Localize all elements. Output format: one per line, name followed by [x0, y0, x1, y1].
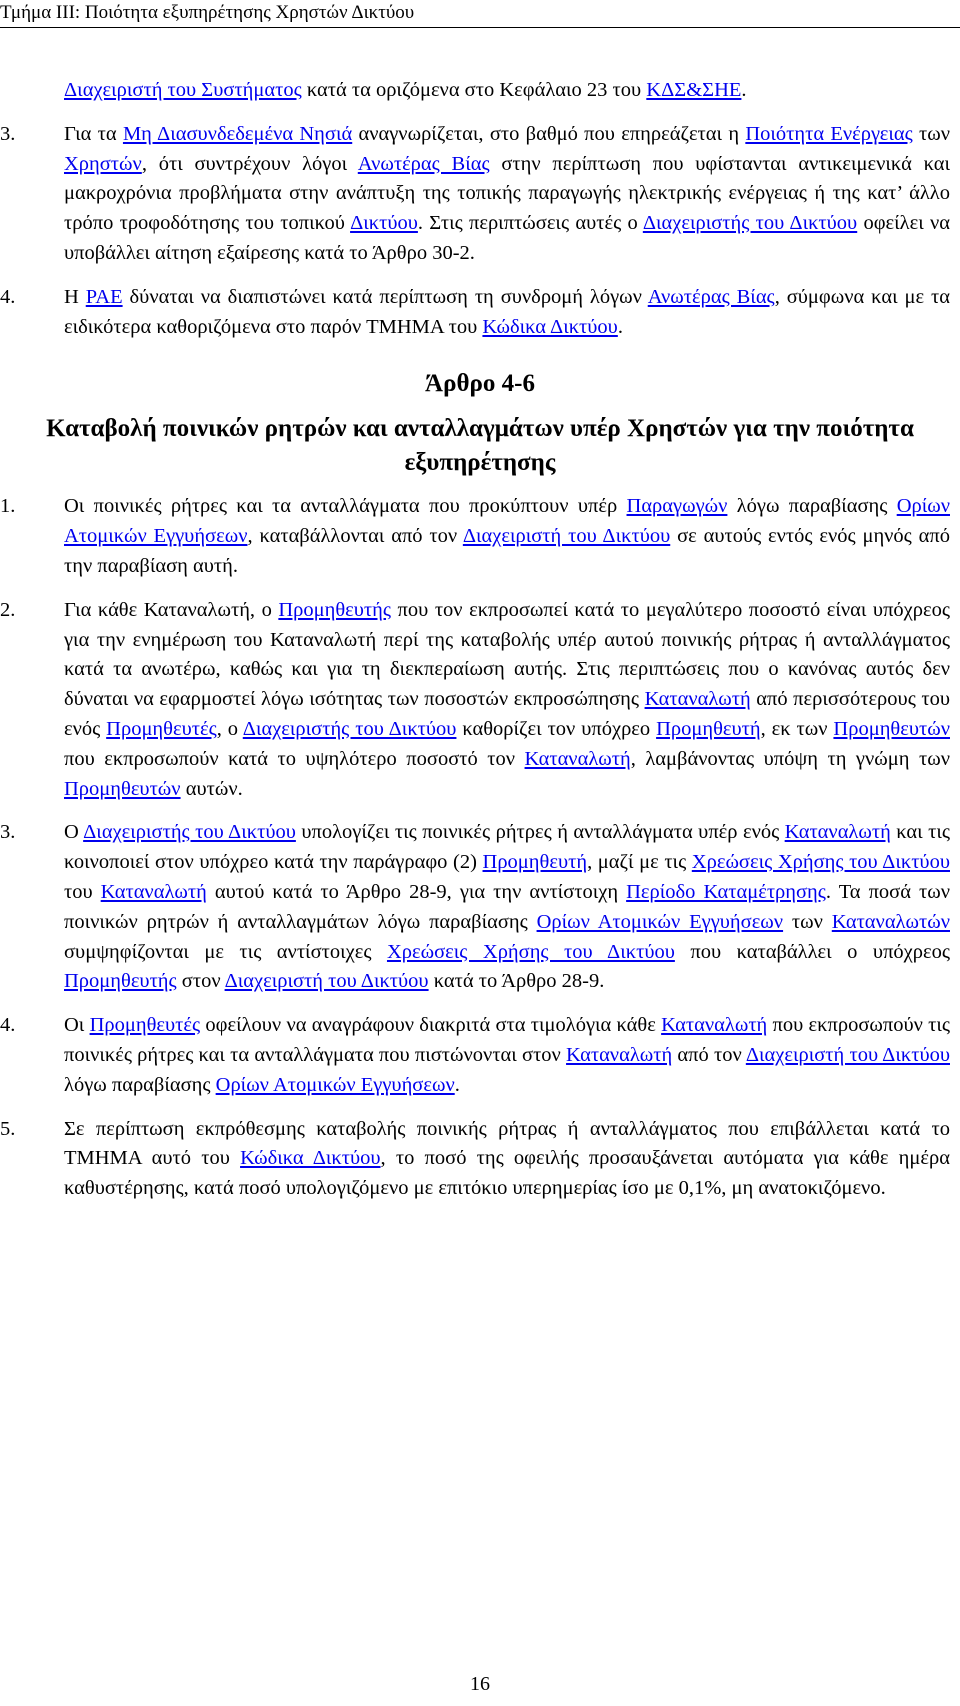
- link-metering-period[interactable]: Περίοδο Καταμέτρησης: [626, 880, 826, 903]
- link-suppliers[interactable]: Προμηθευτές: [89, 1014, 201, 1037]
- article-title: Άρθρο 4-6: [425, 370, 535, 398]
- link-network-operator[interactable]: Διαχειριστή του Δικτύου: [462, 525, 671, 548]
- article-paragraph-1: 1. Οι ποινικές ρήτρες και τα ανταλλάγματα που προκύπτουν υπέρ Παραγωγών λόγω παραβίασης Ορίων Ατομικών Εγγυήσεων, καταβάλλονται από τον Διαχειριστή του Δικτύου σε αυτούς εντός ενός μηνός από την παραβίαση αυτή.: [0, 492, 960, 581]
- link-suppliers[interactable]: Προμηθευτές: [106, 717, 217, 740]
- link-network-use-charges[interactable]: Χρεώσεις Χρήσης του Δικτύου: [386, 940, 675, 963]
- link-network-code[interactable]: Κώδικα Δικτύου: [240, 1147, 381, 1170]
- article-paragraph-3: 3. Ο Διαχειριστής του Δικτύου υπολογίζει τις ποινικές ρήτρες ή ανταλλάγματα υπέρ ενός Καταναλωτή και τις κοινοποιεί στον υπόχρεο κατά την παράγραφο (2) Προμηθευτή, μαζί με τις Χρεώσεις Χρήσης του Δικτύου του Καταναλωτή αυτού κατά το Άρθρο 28-9, για την αντίστοιχη Περίοδο Καταμέτρησης. Τα ποσά των ποινικών ρητρών ή ανταλλαγμάτων λόγω παραβίασης Ορίων Ατομικών Εγγυήσεων των Καταναλωτών συμψηφίζονται με τις αντίστοιχες Χρεώσεις Χρήσης του Δικτύου που καταβάλλει ο υπόχρεος Προμηθευτής στον Διαχειριστή του Δικτύου κατά το Άρθρο 28-9.: [0, 818, 960, 997]
- link-supplier[interactable]: Προμηθευτή: [482, 851, 588, 874]
- link-consumers[interactable]: Καταναλωτών: [831, 910, 950, 933]
- link-supplier[interactable]: Προμηθευτής: [278, 598, 392, 621]
- paragraph-number: 3.: [0, 122, 16, 145]
- link-force-majeure[interactable]: Ανωτέρας Βίας: [647, 285, 775, 308]
- document-body: [0, 76, 960, 1204]
- link-rae[interactable]: ΡΑΕ: [85, 285, 123, 308]
- link-network[interactable]: Δικτύου: [350, 212, 418, 235]
- link-producers[interactable]: Παραγωγών: [626, 495, 728, 518]
- link-consumer[interactable]: Καταναλωτή: [644, 688, 751, 711]
- link-individual-guarantee-limits[interactable]: Ορίων Ατομικών Εγγυήσεων: [215, 1073, 455, 1096]
- paragraph-number: 4.: [0, 285, 16, 308]
- paragraph-3: 3. Για τα Μη Διασυνδεδεμένα Νησιά αναγνωρίζεται, στο βαθμό που επηρεάζεται η Ποιότητα Ενέργειας των Χρηστών, ότι συντρέχουν λόγοι Ανωτέρας Βίας στην περίπτωση που υφίστανται αντικειμενικά και μακροχρόνια προβλήματα στην ανάπτυξη της τοπικής παραγωγής ηλεκτρικής ενέργειας ή της κατ’ άλλο τρόπο τροφοδότησης του τοπικού Δικτύου. Στις περιπτώσεις αυτές ο Διαχειριστής του Δικτύου οφείλει να υποβάλλει αίτηση εξαίρεσης κατά το Άρθρο 30-2.: [0, 120, 960, 269]
- paragraph-4: 4. Η ΡΑΕ δύναται να διαπιστώνει κατά περίπτωση τη συνδρομή λόγων Ανωτέρας Βίας, σύμφωνα και με τα ειδικότερα καθοριζόμενα στο παρόν ΤΜΗΜΑ του Κώδικα Δικτύου.: [0, 283, 960, 343]
- paragraph-number: 3.: [0, 821, 16, 844]
- link-network-operator[interactable]: Διαχειριστής του Δικτύου: [83, 821, 296, 844]
- paragraph-number: 5.: [0, 1117, 16, 1140]
- link-network-code[interactable]: Κώδικα Δικτύου: [482, 315, 618, 338]
- link-consumer[interactable]: Καταναλωτή: [100, 880, 207, 903]
- link-supplier[interactable]: Προμηθευτή: [656, 717, 761, 740]
- article-paragraph-5: 5. Σε περίπτωση εκπρόθεσμης καταβολής ποινικής ρήτρας ή ανταλλάγματος που επιβάλλεται κατά το ΤΜΗΜΑ αυτό του Κώδικα Δικτύου, το ποσό της οφειλής προσαυξάνεται αυτόματα για κάθε ημέρα καθυστέρησης, κατά ποσό υπολογιζόμενο με επιτόκιο υπερημερίας ίσο με 0,1%, μη ανατοκιζόμενο.: [0, 1115, 960, 1204]
- link-system-operator[interactable]: Διαχειριστή του Συστήματος: [64, 79, 302, 101]
- link-force-majeure[interactable]: Ανωτέρας Βίας: [357, 152, 490, 175]
- link-individual-guarantee-limits[interactable]: Ορίων Ατομικών Εγγυήσεων: [536, 910, 784, 933]
- section-title: Τμήμα ΙΙΙ: Ποιότητα εξυπηρέτησης Χρηστών Δικτύου: [0, 2, 415, 23]
- link-individual-guarantee-limits[interactable]: Ορίων Ατομικών Εγγυήσεων: [64, 495, 950, 548]
- link-consumer[interactable]: Καταναλωτή: [784, 821, 891, 844]
- continued-paragraph: Διαχειριστή του Συστήματος κατά τα οριζόμενα στο Κεφάλαιο 23 του ΚΔΣ&ΣΗΕ.: [64, 79, 747, 101]
- link-non-interconnected-islands[interactable]: Μη Διασυνδεδεμένα Νησιά: [122, 122, 353, 145]
- link-supplier[interactable]: Προμηθευτής: [64, 970, 177, 993]
- link-network-operator[interactable]: Διαχειριστή του Δικτύου: [224, 970, 429, 993]
- link-consumer[interactable]: Καταναλωτή: [566, 1043, 673, 1066]
- link-network-operator[interactable]: Διαχειριστής του Δικτύου: [242, 717, 457, 740]
- link-kdssie[interactable]: ΚΔΣ&ΣΗΕ: [646, 79, 742, 101]
- article-paragraph-2: 2. Για κάθε Καταναλωτή, ο Προμηθευτής που τον εκπροσωπεί κατά το μεγαλύτερο ποσοστό είναι υπόχρεος για την ενημέρωση του Καταναλωτή περί της καταβολής υπέρ αυτού ποινικής ρήτρας ή ανταλλάγματος κατά τα ανωτέρω, καθώς και για τη διεκπεραίωση αυτής. Στις περιπτώσεις που ο κανόνας αυτός δεν δύναται να εφαρμοστεί λόγω ισότητας των ποσοστών εκπροσώπησης Καταναλωτή από περισσότερους του ενός Προμηθευτές, ο Διαχειριστής του Δικτύου καθορίζει τον υπόχρεο Προμηθευτή, εκ των Προμηθευτών που εκπροσωπούν κατά το υψηλότερο ποσοστό τον Καταναλωτή, λαμβάνοντας υπόψη τη γνώμη των Προμηθευτών αυτών.: [0, 596, 960, 805]
- page-number: 16: [470, 1673, 490, 1695]
- link-consumer[interactable]: Καταναλωτή: [524, 747, 631, 770]
- link-network-operator[interactable]: Διαχειριστή του Δικτύου: [745, 1043, 950, 1066]
- header-rule: [0, 27, 960, 28]
- link-network-operator[interactable]: Διαχειριστής του Δικτύου: [642, 212, 858, 235]
- paragraph-number: 2.: [0, 598, 16, 621]
- link-network-use-charges[interactable]: Χρεώσεις Χρήσης του Δικτύου: [691, 851, 950, 874]
- paragraph-number: 4.: [0, 1014, 16, 1037]
- paragraph-number: 1.: [0, 495, 16, 518]
- link-power-quality[interactable]: Ποιότητα Ενέργειας: [745, 122, 913, 145]
- running-header: [0, 0, 960, 26]
- article-subtitle: Καταβολή ποινικών ρητρών και ανταλλαγμάτων υπέρ Χρηστών για την ποιότητα εξυπηρέτησης: [46, 415, 914, 477]
- link-suppliers[interactable]: Προμηθευτών: [64, 777, 181, 800]
- link-suppliers[interactable]: Προμηθευτών: [833, 717, 950, 740]
- link-consumer[interactable]: Καταναλωτή: [661, 1014, 768, 1037]
- link-users[interactable]: Χρηστών: [64, 152, 142, 175]
- article-paragraph-4: 4. Οι Προμηθευτές οφείλουν να αναγράφουν διακριτά στα τιμολόγια κάθε Καταναλωτή που εκπροσωπούν τις ποινικές ρήτρες και τα ανταλλάγματα που πιστώνονται στον Καταναλωτή από τον Διαχειριστή του Δικτύου λόγω παραβίασης Ορίων Ατομικών Εγγυήσεων.: [0, 1011, 960, 1100]
